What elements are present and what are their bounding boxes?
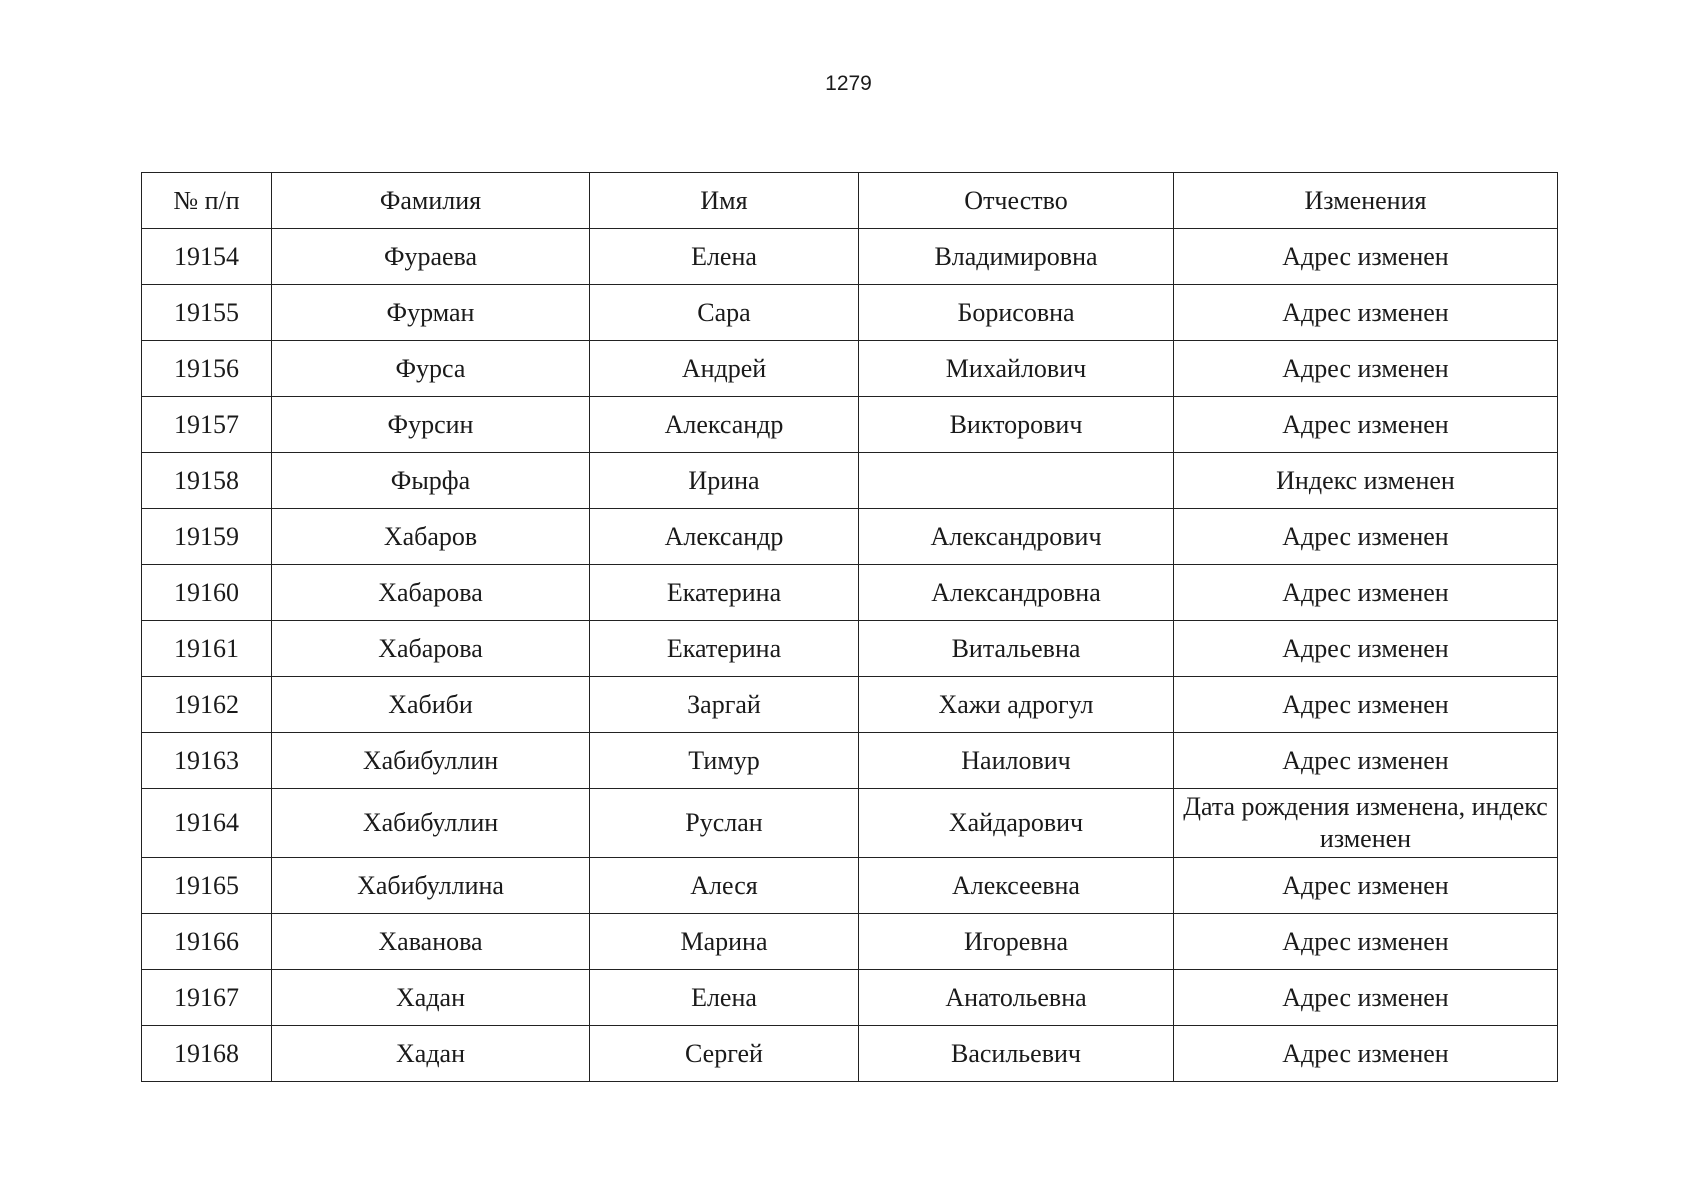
- cell-changes: Адрес изменен: [1174, 397, 1558, 453]
- cell-patronymic: Михайлович: [859, 341, 1174, 397]
- cell-first-name: Сара: [590, 285, 859, 341]
- cell-patronymic: Александровна: [859, 565, 1174, 621]
- cell-number: 19156: [142, 341, 272, 397]
- cell-first-name: Андрей: [590, 341, 859, 397]
- cell-patronymic: Анатольевна: [859, 970, 1174, 1026]
- cell-first-name: Александр: [590, 397, 859, 453]
- records-table: [141, 172, 1558, 1082]
- cell-first-name: Алеся: [590, 858, 859, 914]
- header-surname: Фамилия: [272, 173, 590, 229]
- table-row: [142, 858, 1558, 914]
- cell-first-name: Заргай: [590, 677, 859, 733]
- cell-surname: Фырфа: [272, 453, 590, 509]
- cell-changes: Адрес изменен: [1174, 285, 1558, 341]
- cell-first-name: Сергей: [590, 1026, 859, 1082]
- cell-surname: Хадан: [272, 1026, 590, 1082]
- cell-surname: Хабаров: [272, 509, 590, 565]
- cell-first-name: Елена: [590, 229, 859, 285]
- cell-patronymic: Хайдарович: [859, 789, 1174, 858]
- cell-number: 19155: [142, 285, 272, 341]
- table-row: [142, 970, 1558, 1026]
- cell-number: 19154: [142, 229, 272, 285]
- cell-surname: Хаванова: [272, 914, 590, 970]
- table-row: [142, 453, 1558, 509]
- cell-changes: Индекс изменен: [1174, 453, 1558, 509]
- table-row: [142, 397, 1558, 453]
- cell-changes: Адрес изменен: [1174, 733, 1558, 789]
- cell-patronymic: Витальевна: [859, 621, 1174, 677]
- header-number: № п/п: [142, 173, 272, 229]
- table-row: [142, 565, 1558, 621]
- header-row: [142, 173, 1558, 229]
- cell-changes: Адрес изменен: [1174, 229, 1558, 285]
- cell-patronymic: Наилович: [859, 733, 1174, 789]
- cell-surname: Хабарова: [272, 565, 590, 621]
- cell-number: 19163: [142, 733, 272, 789]
- cell-first-name: Ирина: [590, 453, 859, 509]
- table-row: [142, 733, 1558, 789]
- cell-surname: Хабарова: [272, 621, 590, 677]
- cell-changes: Адрес изменен: [1174, 341, 1558, 397]
- cell-number: 19164: [142, 789, 272, 858]
- header-changes: Изменения: [1174, 173, 1558, 229]
- cell-surname: Хабибуллин: [272, 789, 590, 858]
- table-row: [142, 229, 1558, 285]
- table-body: [142, 229, 1558, 1082]
- cell-patronymic: Алексеевна: [859, 858, 1174, 914]
- table-row: [142, 285, 1558, 341]
- cell-changes: Адрес изменен: [1174, 970, 1558, 1026]
- cell-surname: Фурсин: [272, 397, 590, 453]
- cell-patronymic: Васильевич: [859, 1026, 1174, 1082]
- cell-patronymic: Игоревна: [859, 914, 1174, 970]
- cell-first-name: Екатерина: [590, 565, 859, 621]
- cell-surname: Хадан: [272, 970, 590, 1026]
- table-row: [142, 1026, 1558, 1082]
- cell-changes: Адрес изменен: [1174, 858, 1558, 914]
- cell-changes: Адрес изменен: [1174, 914, 1558, 970]
- cell-number: 19166: [142, 914, 272, 970]
- table-row: [142, 509, 1558, 565]
- cell-patronymic: Александрович: [859, 509, 1174, 565]
- table-row: [142, 621, 1558, 677]
- cell-first-name: Екатерина: [590, 621, 859, 677]
- cell-patronymic: Борисовна: [859, 285, 1174, 341]
- cell-surname: Фураева: [272, 229, 590, 285]
- cell-first-name: Марина: [590, 914, 859, 970]
- cell-changes: Адрес изменен: [1174, 509, 1558, 565]
- header-patronymic: Отчество: [859, 173, 1174, 229]
- cell-first-name: Александр: [590, 509, 859, 565]
- cell-first-name: Елена: [590, 970, 859, 1026]
- table-row: [142, 341, 1558, 397]
- cell-first-name: Руслан: [590, 789, 859, 858]
- cell-surname: Хабибуллина: [272, 858, 590, 914]
- cell-number: 19159: [142, 509, 272, 565]
- cell-changes: Адрес изменен: [1174, 677, 1558, 733]
- cell-patronymic: [859, 453, 1174, 509]
- table-row: [142, 914, 1558, 970]
- cell-number: 19168: [142, 1026, 272, 1082]
- cell-surname: Фурса: [272, 341, 590, 397]
- cell-first-name: Тимур: [590, 733, 859, 789]
- cell-surname: Хабиби: [272, 677, 590, 733]
- cell-number: 19157: [142, 397, 272, 453]
- cell-number: 19162: [142, 677, 272, 733]
- cell-changes: Адрес изменен: [1174, 565, 1558, 621]
- page-number: 1279: [825, 72, 872, 95]
- header-first-name: Имя: [590, 173, 859, 229]
- cell-changes: Адрес изменен: [1174, 621, 1558, 677]
- cell-number: 19158: [142, 453, 272, 509]
- cell-surname: Фурман: [272, 285, 590, 341]
- cell-changes: Адрес изменен: [1174, 1026, 1558, 1082]
- cell-patronymic: Викторович: [859, 397, 1174, 453]
- cell-patronymic: Владимировна: [859, 229, 1174, 285]
- table-header: [142, 173, 1558, 229]
- cell-number: 19167: [142, 970, 272, 1026]
- cell-number: 19160: [142, 565, 272, 621]
- cell-changes: Дата рождения изменена, индекс изменен: [1174, 789, 1558, 858]
- table-row: [142, 677, 1558, 733]
- table-row: [142, 789, 1558, 858]
- cell-number: 19161: [142, 621, 272, 677]
- cell-number: 19165: [142, 858, 272, 914]
- cell-patronymic: Хажи адрогул: [859, 677, 1174, 733]
- cell-surname: Хабибуллин: [272, 733, 590, 789]
